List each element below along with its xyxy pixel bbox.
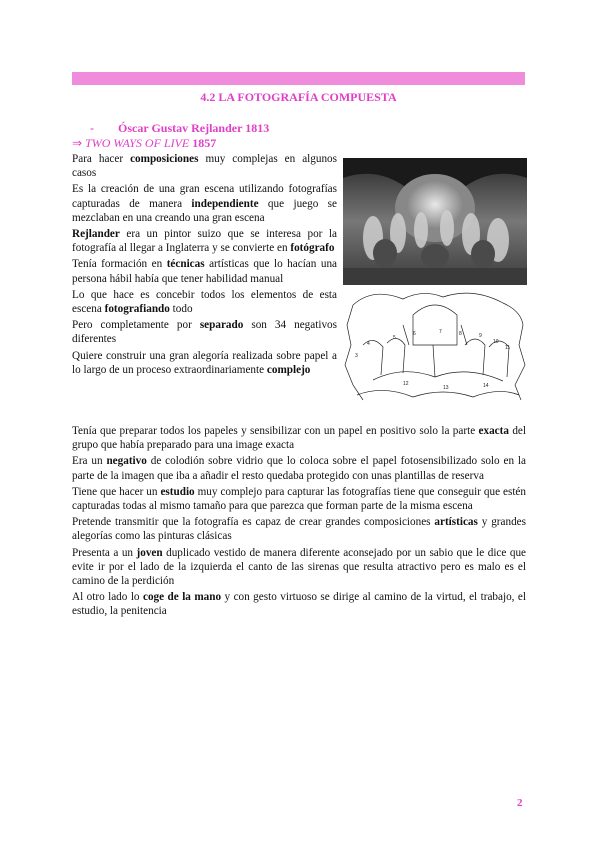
- sketch-number-label: 12: [403, 381, 409, 387]
- bold-term: artísticas: [434, 516, 478, 529]
- bold-term: exacta: [478, 425, 509, 437]
- text-run: Pero completamente por: [72, 319, 200, 332]
- bold-term: complejo: [266, 363, 311, 376]
- section-title: 4.2 LA FOTOGRAFÍA COMPUESTA: [200, 90, 397, 104]
- text-run: era un pintor suizo que se interesa por la fotografía al llegar a Inglaterra y se convierte en: [72, 228, 337, 255]
- text-run: Era un: [72, 455, 107, 468]
- full-width-text: [72, 424, 526, 621]
- author-heading: [90, 121, 269, 136]
- sketch-number-label: 14: [483, 383, 489, 389]
- work-name: TWO WAYS OF LIVE: [85, 136, 190, 150]
- text-run: de colodión sobre vidrio que lo coloca sobre el papel fotosensibilizado solo en la parte de la imagen que iba a añadir el resto quedaba protegido con unas plantillas de reserva: [72, 455, 526, 482]
- paragraph: [72, 152, 337, 180]
- bold-term: coge de la mano: [142, 591, 222, 604]
- sketch-number-label: 7: [439, 329, 442, 335]
- sketch-number-label: 5: [393, 335, 396, 341]
- work-year: 1857: [189, 136, 217, 150]
- paragraph: [72, 288, 337, 316]
- text-run: muy complejo para capturar las fotografías tiene que conseguir que estén capturadas todas al mismo tamaño para que parezca que forman parte de la misma escena: [72, 485, 526, 513]
- list-dash: -: [90, 121, 94, 135]
- paragraph: [72, 454, 526, 482]
- text-run: muy complejas en algunos casos: [72, 153, 337, 180]
- text-run: y grandes alegorías como las pinturas clásicas: [72, 516, 526, 543]
- text-run: Quiere construir una gran alegoría realizada sobre papel a lo largo de un proceso extraordinariamente: [72, 349, 337, 376]
- paragraph: [72, 182, 337, 225]
- author-name: Óscar Gustav Rejlander 1813: [118, 121, 270, 135]
- composition-key-sketch: [343, 285, 527, 403]
- sketch-number-label: 11: [505, 345, 511, 351]
- paragraph: [72, 349, 337, 377]
- bold-term: fotografiando: [104, 303, 170, 316]
- text-run: del grupo que había preparado para una image exacta: [72, 425, 526, 452]
- bold-term: separado: [199, 319, 244, 332]
- paragraph: [72, 318, 337, 346]
- sketch-number-label: 4: [367, 341, 370, 347]
- text-run: son 34 negativos diferentes: [72, 319, 337, 346]
- page-number: 2: [517, 797, 523, 809]
- text-run: duplicado vestido de manera diferente aconsejado por un sabio que le dice que evite ir por el lado de la izquierda el canto de las sirenas que resulta atractivo pero es malo es el camino de la perdición: [72, 546, 526, 588]
- two-ways-of-life-photo: [343, 158, 527, 285]
- text-run: Es la creación de una gran escena utilizando fotografías capturadas de manera: [72, 183, 337, 210]
- paragraph: [72, 227, 337, 255]
- text-run: que juego se mezclaban en una creando una gran escena: [72, 197, 337, 224]
- paragraph: [72, 546, 526, 589]
- sketch-number-label: 3: [355, 353, 358, 359]
- text-run: Para hacer: [72, 153, 131, 165]
- sketch-number-label: 8: [459, 331, 462, 337]
- paragraph: [72, 424, 526, 452]
- text-run: Lo que hace es concebir todos los elementos de esta escena: [72, 288, 337, 316]
- bold-term: técnicas: [166, 258, 205, 271]
- left-column-text: [72, 152, 337, 379]
- text-run: Tenía formación en: [72, 258, 167, 271]
- paragraph: [72, 515, 526, 543]
- sketch-number-label: 9: [479, 333, 482, 339]
- bold-term: joven: [136, 546, 163, 559]
- bold-term: composiciones: [130, 153, 199, 165]
- sketch-number-label: 6: [413, 331, 416, 337]
- text-run: y con gesto virtuoso se dirige al camino de la virtud, el trabajo, el estudio, la penitencia: [72, 591, 526, 618]
- work-title: [72, 136, 216, 151]
- text-run: Tenía que preparar todos los papeles y sensibilizar con un papel en positivo solo la parte: [72, 425, 479, 437]
- text-run: Presenta a un: [72, 546, 137, 559]
- section-header-bar: [72, 72, 525, 85]
- text-run: todo: [169, 303, 193, 316]
- text-run: Al otro lado lo: [72, 591, 143, 604]
- bold-term: estudio: [160, 485, 195, 498]
- text-run: Pretende transmitir que la fotografía es capaz de crear grandes composiciones: [72, 516, 435, 529]
- bold-term: fotógrafo: [290, 242, 335, 255]
- paragraph: [72, 590, 526, 618]
- bold-term: negativo: [106, 455, 147, 468]
- paragraph: [72, 485, 526, 513]
- paragraph: [72, 257, 337, 285]
- text-run: artísticas que lo hacían una persona hábil había que tener habilidad manual: [72, 258, 337, 285]
- text-run: Tiene que hacer un: [72, 485, 161, 498]
- sketch-number-label: 13: [443, 385, 449, 391]
- bold-term: Rejlander: [72, 228, 120, 241]
- arrow-icon: ⇒: [72, 136, 83, 150]
- sketch-number-label: 10: [493, 339, 499, 345]
- bold-term: independiente: [191, 197, 259, 210]
